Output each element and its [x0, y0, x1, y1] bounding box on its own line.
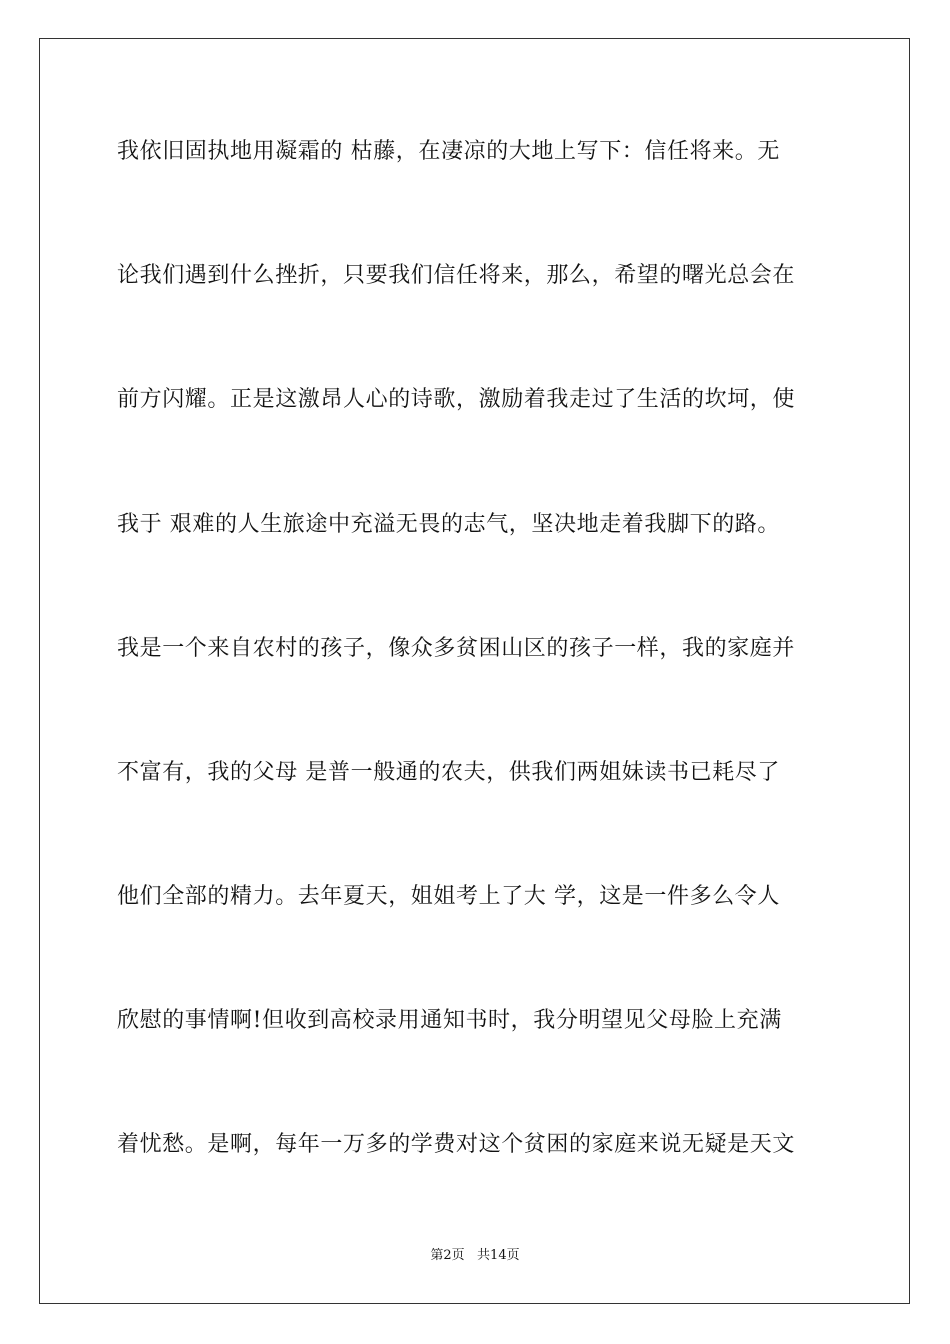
text-line: 前方闪耀。正是这激昂人心的诗歌，激励着我走过了生活的坎坷，使 [117, 387, 796, 412]
text-line: 着忧愁。是啊，每年一万多的学费对这个贫困的家庭来说无疑是天文 [117, 1132, 796, 1157]
text-line: 他们全部的精力。去年夏天，姐姐考上了大 学，这是一件多么令人 [117, 884, 780, 909]
text-line: 我于 艰难的人生旅途中充溢无畏的志气，坚决地走着我脚下的路。 [117, 512, 780, 537]
text-line: 欣慰的事情啊!但收到高校录用通知书时，我分明望见父母脸上充满 [117, 1008, 782, 1033]
page-number-footer: 第2页 共14页 [430, 1248, 520, 1263]
text-line: 论我们遇到什么挫折，只要我们信任将来，那么，希望的曙光总会在 [117, 263, 796, 288]
text-line: 我依旧固执地用凝霜的 枯藤，在凄凉的大地上写下：信任将来。无 [117, 139, 780, 164]
text-line: 不富有，我的父母 是普一般通的农夫，供我们两姐妹读书已耗尽了 [117, 760, 780, 785]
text-line: 我是一个来自农村的孩子，像众多贫困山区的孩子一样，我的家庭并 [117, 636, 796, 661]
page-frame [39, 38, 910, 1304]
